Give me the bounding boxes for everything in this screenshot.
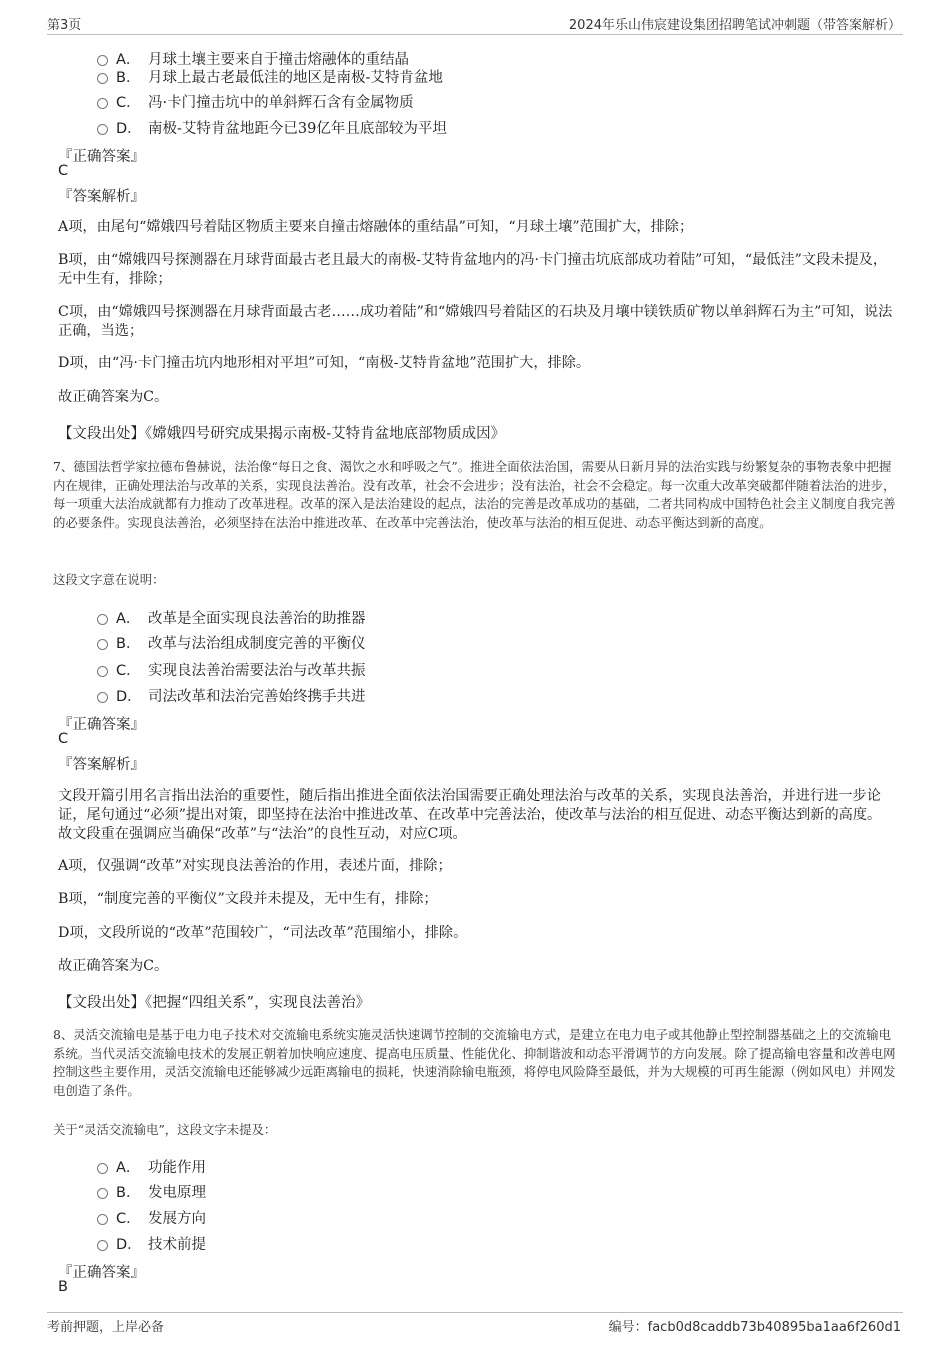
q6-option-d[interactable]: D． 南极-艾特肯盆地距今已39亿年且底部较为平坦 xyxy=(97,117,447,138)
q6-source: 【文段出处】《嫦娥四号研究成果揭示南极-艾特肯盆地底部物质成因》 xyxy=(58,426,506,442)
q8-option-d[interactable]: D． 技术前提 xyxy=(97,1233,206,1254)
q6-analysis-c: C项，由“嫦娥四号探测器在月球背面最古老……成功着陆”和“嫦娥四号着陆区的石块及月壤中镁铁质矿物以单斜辉石为主”可知，说法正确，当选； xyxy=(58,304,893,339)
q7-prompt: 这段文字意在说明： xyxy=(53,572,165,587)
q7-option-b[interactable]: B． 改革与法治组成制度完善的平衡仪 xyxy=(97,632,366,653)
document-code: 编号：facb0d8caddb73b40895ba1aa6f260d1 xyxy=(608,1320,901,1335)
radio-icon[interactable] xyxy=(97,98,108,109)
footer-slogan: 考前押题，上岸必备 xyxy=(47,1320,165,1335)
q7-conclusion: 故正确答案为C。 xyxy=(58,958,169,974)
q6-analysis-label: 『答案解析』 xyxy=(58,189,145,205)
page-number: 第3页 xyxy=(47,18,82,33)
q7-analysis-label: 『答案解析』 xyxy=(58,757,145,773)
q7-stem: 7、德国法哲学家拉德布鲁赫说，法治像“每日之食、渴饮之水和呼吸之气”。推进全面依法治国，需要从日新月异的法治实践与纷繁复杂的事物表象中把握内在规律，正确处理法治与改革的关系，实现良法善治。没有改革，社会不会进步；没有法治，社会不会稳定。每一次重大改革突破都伴随着法治的进步，每一项重大法治成就都有力推动了改革进程。改革的深入是法治建设的起点，法治的完善是改革成功的基础，二者共同构成中国特色社会主义制度自我完善的必要条件。实现良法善治，必须坚持在法治中推进改革、在改革中完善法治，使改革与法治的相互促进、动态平衡达到新的高度。 xyxy=(53,459,896,530)
q7-analysis-d: D项，文段所说的“改革”范围较广，“司法改革”范围缩小，排除。 xyxy=(58,925,468,941)
radio-icon[interactable] xyxy=(97,639,108,650)
q6-analysis-b: B项，由“嫦娥四号探测器在月球背面最古老且最大的南极-艾特肯盆地内的冯·卡门撞击坑底部成功着陆”可知，“最低洼”文段未提及，无中生有，排除； xyxy=(58,252,888,287)
q8-prompt: 关于“灵活交流输电”，这段文字未提及： xyxy=(53,1122,277,1137)
q6-option-a[interactable]: A． 月球土壤主要来自于撞击熔融体的重结晶 xyxy=(97,48,409,69)
q8-option-c[interactable]: C． 发展方向 xyxy=(97,1207,206,1228)
q6-analysis-d: D项，由“冯·卡门撞击坑内地形相对平坦”可知，“南极-艾特肯盆地”范围扩大，排除。 xyxy=(58,355,591,371)
q7-analysis-a: A项，仅强调“改革”对实现良法善治的作用，表述片面，排除； xyxy=(58,858,452,874)
radio-icon[interactable] xyxy=(97,1240,108,1251)
q6-answer: C xyxy=(58,163,69,179)
q7-option-a[interactable]: A． 改革是全面实现良法善治的助推器 xyxy=(97,607,366,628)
page-footer xyxy=(47,1312,903,1337)
radio-icon[interactable] xyxy=(97,1214,108,1225)
radio-icon[interactable] xyxy=(97,692,108,703)
q6-analysis-a: A项，由尾句“嫦娥四号着陆区物质主要来自撞击熔融体的重结晶”可知，“月球土壤”范围扩大，排除； xyxy=(58,219,694,235)
q6-answer-label: 『正确答案』 xyxy=(58,149,145,165)
q7-option-c[interactable]: C． 实现良法善治需要法治与改革共振 xyxy=(97,659,366,680)
page-header xyxy=(47,12,903,35)
document-title: 2024年乐山伟宸建设集团招聘笔试冲刺题（带答案解析） xyxy=(568,18,901,33)
radio-icon[interactable] xyxy=(97,1188,108,1199)
q8-option-b[interactable]: B． 发电原理 xyxy=(97,1181,206,1202)
q6-option-c[interactable]: C． 冯·卡门撞击坑中的单斜辉石含有金属物质 xyxy=(97,91,414,112)
radio-icon[interactable] xyxy=(97,55,108,66)
q8-option-a[interactable]: A． 功能作用 xyxy=(97,1156,206,1177)
radio-icon[interactable] xyxy=(97,1163,108,1174)
q6-conclusion: 故正确答案为C。 xyxy=(58,389,169,405)
q6-option-b[interactable]: B． 月球上最古老最低洼的地区是南极-艾特肯盆地 xyxy=(97,66,443,87)
q7-analysis-summary: 文段开篇引用名言指出法治的重要性，随后指出推进全面依法治国需要正确处理法治与改革的关系，实现良法善治，并进行进一步论证，尾句通过“必须”提出对策，即坚持在法治中推进改革、在改革中完善法治，使改革与法治的相互促进、动态平衡达到新的高度。故文段重在强调应当确保“改革”与“法治”的良性互动，对应C项。 xyxy=(58,788,882,842)
q8-answer-label: 『正确答案』 xyxy=(58,1265,145,1281)
radio-icon[interactable] xyxy=(97,666,108,677)
radio-icon[interactable] xyxy=(97,614,108,625)
q8-stem: 8、灵活交流输电是基于电力电子技术对交流输电系统实施灵活快速调节控制的交流输电方式，是建立在电力电子或其他静止型控制器基础之上的交流输电系统。当代灵活交流输电技术的发展正朝着加快响应速度、提高电压质量、性能优化、抑制谐波和动态平滑调节的方向发展。除了提高输电容量和改善电网控制这些主要作用，灵活交流输电还能够减少远距离输电的损耗，快速消除输电瓶颈，将停电风险降至最低，并为大规模的可再生能源（例如风电）并网发电创造了条件。 xyxy=(53,1027,896,1098)
q7-source: 【文段出处】《把握“四组关系”，实现良法善治》 xyxy=(58,995,371,1011)
q7-answer-label: 『正确答案』 xyxy=(58,717,145,733)
q7-option-d[interactable]: D． 司法改革和法治完善始终携手共进 xyxy=(97,685,366,706)
radio-icon[interactable] xyxy=(97,73,108,84)
q7-answer: C xyxy=(58,731,69,747)
radio-icon[interactable] xyxy=(97,124,108,135)
q7-analysis-b: B项，“制度完善的平衡仪”文段并未提及，无中生有，排除； xyxy=(58,891,438,907)
q8-answer: B xyxy=(58,1279,68,1295)
